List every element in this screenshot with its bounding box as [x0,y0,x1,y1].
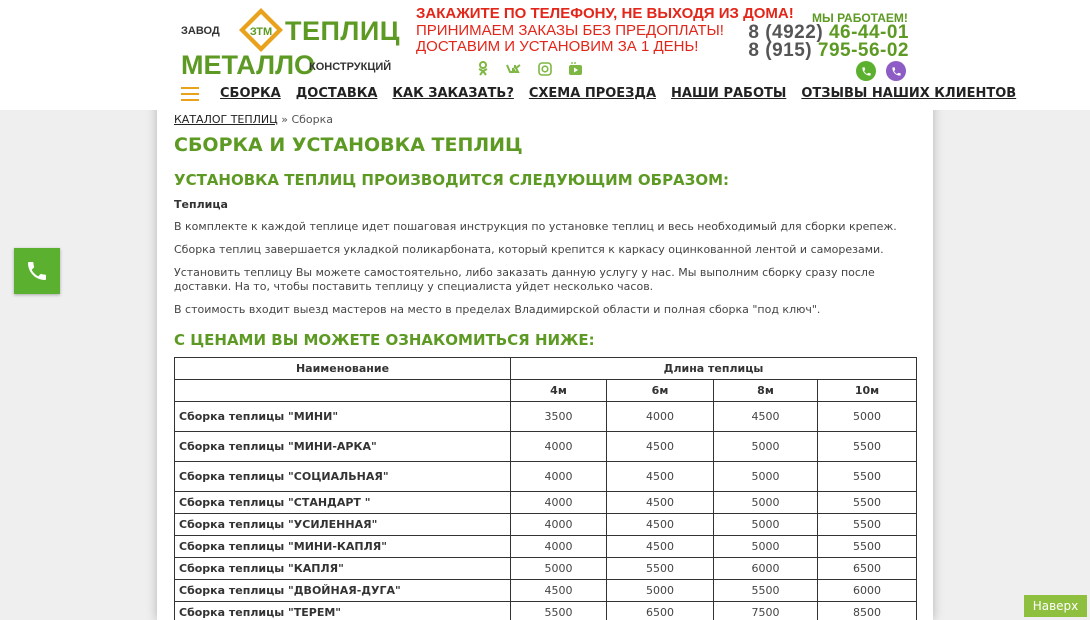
table-cell: 5000 [714,462,818,492]
table-cell: 4500 [607,492,714,514]
paragraph-installation: Установить теплицу Вы можете самостоятельно, либо заказать данную услугу у нас. Мы выполним сборку сразу после доставки. На то, чтобы поставить теплицу у специалиста уйдет несколько часов. [174,266,875,293]
paragraph-polycarbonate: Сборка теплиц завершается укладкой поликарбоната, который крепится к каркасу оцинкованной лентой и саморезами. [174,243,884,256]
table-cell-name: Сборка теплицы "ТЕРЕМ" [175,602,511,620]
scroll-to-top-button[interactable]: Наверх [1024,595,1087,617]
table-cell: 4500 [714,402,818,432]
nav-delivery[interactable]: ДОСТАВКА [295,86,378,101]
table-cell: 5500 [511,602,607,620]
promo-delivery: ДОСТАВИМ И УСТАНОВИМ ЗА 1 ДЕНЬ! [416,38,699,55]
table-cell: 6500 [818,558,917,580]
column-header-size: 10м [818,380,917,402]
promo-no-prepayment: ПРИНИМАЕМ ЗАКАЗЫ БЕЗ ПРЕДОПЛАТЫ! [416,22,724,39]
table-cell: 5500 [607,558,714,580]
table-cell: 4500 [607,514,714,536]
table-cell-name: Сборка теплицы "СТАНДАРТ " [175,492,511,514]
table-row [175,536,917,558]
order-by-phone-text: ЗАКАЖИТЕ ПО ТЕЛЕФОНУ, НЕ ВЫХОДЯ ИЗ ДОМА! [416,5,794,22]
breadcrumb [174,113,918,126]
table-cell-name: Сборка теплицы "МИНИ-КАПЛЯ" [175,536,511,558]
logo-zavod: ЗАВОД [181,25,220,37]
social-links [474,60,584,77]
prices-heading: С ЦЕНАМИ ВЫ МОЖЕТЕ ОЗНАКОМИТЬСЯ НИЖЕ: [174,331,595,349]
table-cell: 4500 [607,462,714,492]
table-cell: 8500 [818,602,917,620]
column-header-name: Наименование [175,358,511,380]
table-cell: 4000 [607,402,714,432]
logo-teplic: ТЕПЛИЦ [285,16,400,46]
column-header-empty [175,380,511,402]
table-cell: 5000 [714,536,818,558]
logo[interactable] [181,4,400,80]
nav-our-works[interactable]: НАШИ РАБОТЫ [671,86,787,101]
paragraph-price-includes: В стоимость входит выезд мастеров на место в пределах Владимирской области и полная сборка "под ключ". [174,303,821,316]
table-row [175,402,917,432]
table-cell: 5000 [818,402,917,432]
logo-emblem [238,7,284,53]
table-cell: 4000 [511,462,607,492]
working-status: МЫ РАБОТАЕМ! [812,11,908,25]
table-cell: 5000 [714,432,818,462]
nav-directions[interactable]: СХЕМА ПРОЕЗДА [528,86,657,101]
column-header-size: 6м [607,380,714,402]
table-row [175,462,917,492]
table-cell: 5000 [714,514,818,536]
table-row [175,602,917,620]
nav-reviews[interactable]: ОТЗЫВЫ НАШИХ КЛИЕНТОВ [801,86,1017,101]
greenhouse-label: Теплица [174,198,228,211]
breadcrumb-catalog-link[interactable]: КАТАЛОГ ТЕПЛИЦ [174,113,278,126]
table-row [175,558,917,580]
table-cell: 5000 [714,492,818,514]
odnoklassniki-icon[interactable] [474,60,491,77]
callback-button[interactable] [14,248,60,294]
table-cell: 4000 [511,536,607,558]
table-cell: 5500 [818,432,917,462]
main-nav [181,86,1031,101]
vk-icon[interactable] [505,60,522,77]
table-cell-name: Сборка теплицы "ДВОЙНАЯ-ДУГА" [175,580,511,602]
table-row [175,514,917,536]
breadcrumb-current: Сборка [291,113,333,126]
table-cell-name: Сборка теплицы "КАПЛЯ" [175,558,511,580]
phone-1-number: 46-44-01 [828,22,909,43]
table-cell: 6000 [818,580,917,602]
table-cell: 4500 [511,580,607,602]
table-cell: 5500 [714,580,818,602]
table-cell: 4500 [607,536,714,558]
section-heading: УСТАНОВКА ТЕПЛИЦ ПРОИЗВОДИТСЯ СЛЕДУЮЩИМ ОБРАЗОМ: [174,171,729,189]
table-cell: 5500 [818,536,917,558]
column-header-size: 8м [714,380,818,402]
table-cell: 6500 [607,602,714,620]
table-cell-name: Сборка теплицы "МИНИ" [175,402,511,432]
table-row [175,432,917,462]
nav-assembly[interactable]: СБОРКА [220,86,281,101]
instagram-icon[interactable] [536,60,553,77]
table-cell-name: Сборка теплицы "МИНИ-АРКА" [175,432,511,462]
table-cell: 4500 [607,432,714,462]
column-header-length: Длина теплицы [511,358,917,380]
table-cell: 4000 [511,432,607,462]
table-cell: 5500 [818,514,917,536]
phone-1-code: 8 (4922) [748,22,824,43]
table-cell: 5000 [511,558,607,580]
table-cell: 5000 [607,580,714,602]
main-content [174,110,918,620]
table-cell: 6000 [714,558,818,580]
logo-metallo: МЕТАЛЛО [181,50,316,80]
breadcrumb-separator: » [281,113,288,126]
logo-konstr: КОНСТРУКЦИЙ [309,61,392,73]
viber-icon[interactable] [886,61,906,81]
logo-ztm: ЗТМ [249,26,273,38]
table-row [175,492,917,514]
whatsapp-icon[interactable] [856,61,876,81]
phone-2-number: 795-56-02 [817,40,909,61]
table-cell-name: Сборка теплицы "УСИЛЕННАЯ" [175,514,511,536]
paragraph-instructions: В комплекте к каждой теплице идет пошаговая инструкция по установке теплиц и весь необходимый для сборки крепеж. [174,220,897,233]
price-table [174,357,917,620]
page-title: СБОРКА И УСТАНОВКА ТЕПЛИЦ [174,134,523,156]
table-cell: 4000 [511,514,607,536]
phone-2[interactable] [748,40,909,62]
nav-how-to-order[interactable]: КАК ЗАКАЗАТЬ? [392,86,514,101]
table-cell: 7500 [714,602,818,620]
phone-icon [25,259,49,283]
menu-icon[interactable] [181,87,199,101]
phone-2-code: 8 (915) [748,40,813,61]
column-header-size: 4м [511,380,607,402]
table-row [175,580,917,602]
table-cell: 3500 [511,402,607,432]
youtube-icon[interactable] [567,60,584,77]
table-cell: 5500 [818,462,917,492]
table-cell: 5500 [818,492,917,514]
table-cell: 4000 [511,492,607,514]
table-cell-name: Сборка теплицы "СОЦИАЛЬНАЯ" [175,462,511,492]
